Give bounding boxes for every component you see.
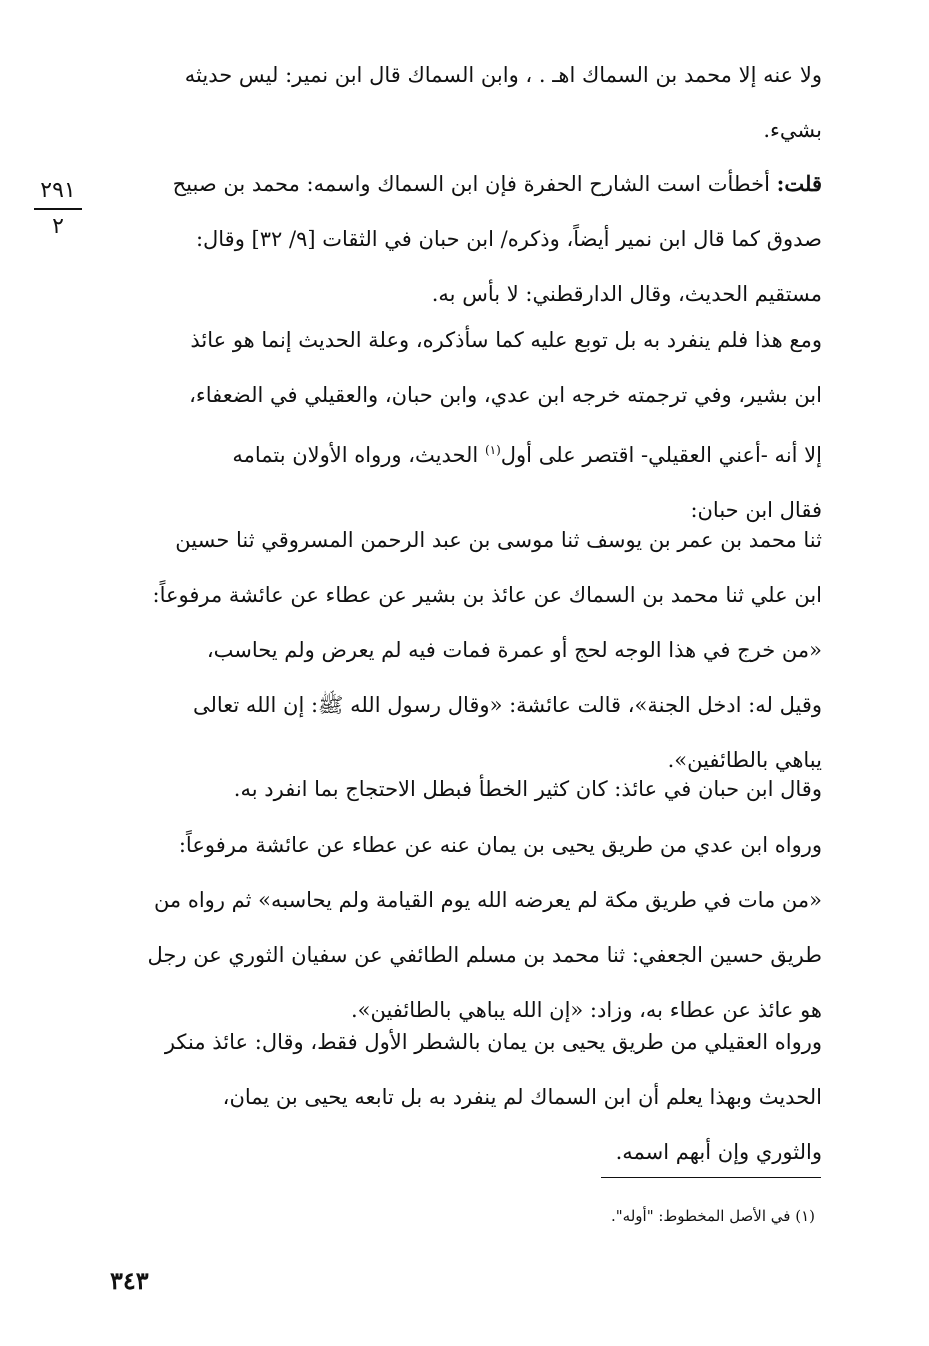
- text-line: [100, 423, 822, 483]
- paragraph: [100, 48, 822, 158]
- text-line: ابن بشير، وفي ترجمته خرجه ابن عدي، وابن حبان، والعقيلي في الضعفاء،: [189, 383, 822, 407]
- text-line: ورواه العقيلي من طريق يحيى بن يمان بالشطر الأول فقط، وقال: عائذ منكر: [164, 1030, 822, 1054]
- main-text: [100, 156, 822, 322]
- main-text: [100, 48, 822, 158]
- text-line: ابن علي ثنا محمد بن السماك عن عائذ بن بشير عن عطاء عن عائشة مرفوعاً:: [152, 583, 822, 607]
- footnote-marker: (١): [484, 443, 501, 457]
- main-text: [100, 762, 822, 817]
- text-line: صدوق كما قال ابن نمير أيضاً، وذكره/ ابن حبان في الثقات [٩/ ٣٢] وقال:: [195, 227, 822, 251]
- text-line: مستقيم الحديث، وقال الدارقطني: لا بأس به.: [431, 282, 822, 306]
- text-line: «من خرج في هذا الوجه لحج أو عمرة فمات فيه لم يعرض ولم يحاسب،: [206, 638, 822, 662]
- text-line: فقال ابن حبان:: [690, 498, 822, 522]
- paragraph: [100, 818, 822, 1038]
- folio-divider: [34, 208, 82, 210]
- text-line: يباهي بالطائفين».: [667, 748, 822, 772]
- folio-side: ٢: [52, 214, 64, 239]
- footnote-separator: [601, 1177, 821, 1178]
- text-line: والثوري وإن أبهم اسمه.: [615, 1140, 822, 1164]
- paragraph: [100, 313, 822, 538]
- text-line: الحديث وبهذا يعلم أن ابن السماك لم ينفرد به بل تابعه يحيى بن يمان،: [222, 1085, 822, 1109]
- text-line: ثنا محمد بن عمر بن يوسف ثنا موسى بن عبد الرحمن المسروقي ثنا حسين: [175, 528, 822, 552]
- text-line: «من مات في طريق مكة لم يعرضه الله يوم القيامة ولم يحاسبه» ثم رواه من: [153, 888, 822, 912]
- paragraph: [100, 156, 822, 322]
- text-run: أخطأت است الشارح الحفرة فإن ابن السماك واسمه: محمد بن صبيح: [172, 172, 777, 196]
- text-line: وقيل له: ادخل الجنة»، قالت عائشة: «وقال رسول الله ﷺ: إن الله تعالى: [192, 693, 822, 717]
- text-line: ومع هذا فلم ينفرد به بل توبع عليه كما سأذكره، وعلة الحديث إنما هو عائذ: [190, 328, 822, 352]
- text-line: ورواه ابن عدي من طريق يحيى بن يمان عنه عن عطاء عن عائشة مرفوعاً:: [178, 833, 822, 857]
- text-line: وقال ابن حبان في عائذ: كان كثير الخطأ فبطل الاحتجاج بما انفرد به.: [233, 777, 822, 801]
- manuscript-folio-reference: [28, 178, 88, 240]
- text-line: ولا عنه إلا محمد بن السماك اهـ . ، وابن السماك قال ابن نمير: ليس حديثه: [184, 63, 822, 87]
- text-run: الحديث، ورواه الأولان بتمامه: [232, 443, 485, 467]
- paragraph: [100, 762, 822, 817]
- footnote: (١) في الأصل المخطوط: "أوله".: [611, 1207, 815, 1225]
- folio-number: ٢٩١: [40, 178, 76, 203]
- main-text: [100, 818, 822, 1038]
- text-run: إلا أنه -أعني العقيلي- اقتصر على أول: [500, 443, 822, 467]
- text-line: طريق حسين الجعفي: ثنا محمد بن مسلم الطائفي عن سفيان الثوري عن رجل: [147, 943, 822, 967]
- paragraph: [100, 1015, 822, 1180]
- text-line: [100, 156, 822, 212]
- text-line: هو عائذ عن عطاء به، وزاد: «إن الله يباهي بالطائفين».: [350, 998, 822, 1022]
- heading-word: قلت:: [776, 171, 822, 196]
- text-line: بشيء.: [763, 118, 822, 142]
- page-number: ٣٤٣: [110, 1266, 149, 1295]
- quoted-hadith: [100, 513, 822, 788]
- main-text: [100, 513, 822, 788]
- main-text: [100, 1015, 822, 1180]
- main-text: [100, 313, 822, 538]
